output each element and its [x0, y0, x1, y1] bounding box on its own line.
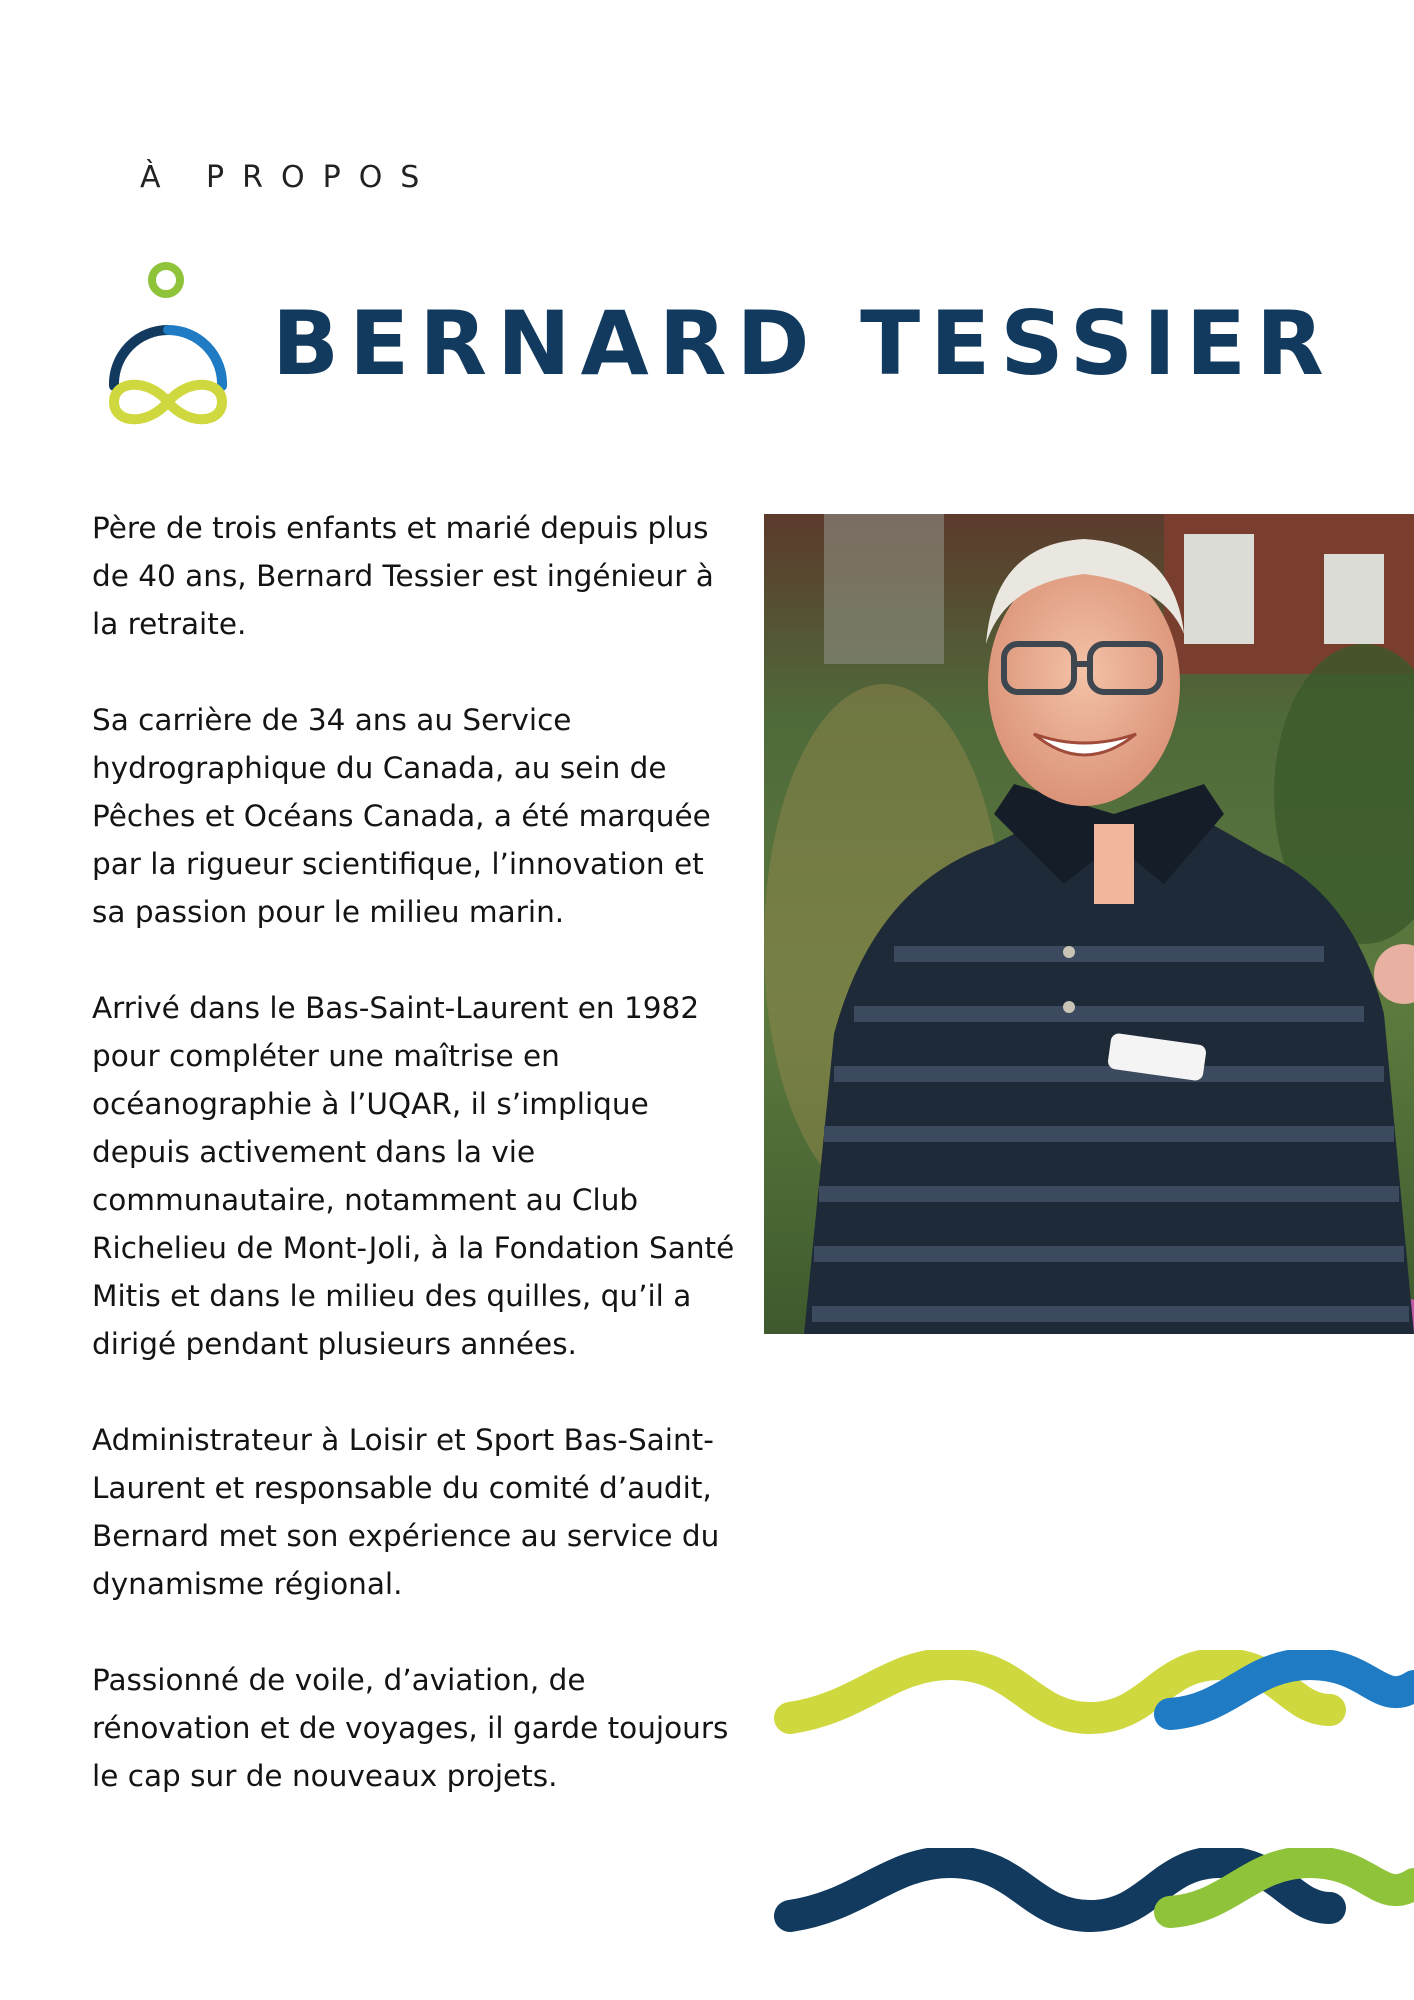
bio-paragraph: Arrivé dans le Bas-Saint-Laurent en 1982 pour compléter une maîtrise en océanographie à l’UQAR, il s’implique depuis activement dans la vie communautaire, notamment au Club Richelieu de Mont-Joli, à la Fondation Santé Mitis et dans le milieu des quilles, qu’il a dirigé pendant plusieurs années.: [92, 991, 735, 1361]
bio-paragraph: Administrateur à Loisir et Sport Bas-Saint-Laurent et responsable du comité d’audit, Bernard met son expérience au service du dynamisme régional.: [92, 1423, 720, 1601]
bio-paragraph: Sa carrière de 34 ans au Service hydrographique du Canada, au sein de Pêches et Océans Canada, a été marquée par la rigueur scientifique, l’innovation et sa passion pour le milieu marin.: [92, 703, 711, 929]
figure-infinity-logo-icon: [104, 262, 234, 432]
section-kicker: À PROPOS: [140, 160, 438, 195]
portrait-photo: [764, 514, 1414, 1334]
decorative-wave-top: [770, 1650, 1414, 1760]
decorative-wave-bottom: [770, 1848, 1414, 1958]
page-title: BERNARD TESSIER: [272, 292, 1334, 395]
bio-paragraph: Père de trois enfants et marié depuis plus de 40 ans, Bernard Tessier est ingénieur à la retraite.: [92, 511, 714, 641]
bio-paragraph: Passionné de voile, d’aviation, de rénovation et de voyages, il garde toujours le cap sur de nouveaux projets.: [92, 1663, 729, 1793]
biography: [92, 504, 742, 1848]
